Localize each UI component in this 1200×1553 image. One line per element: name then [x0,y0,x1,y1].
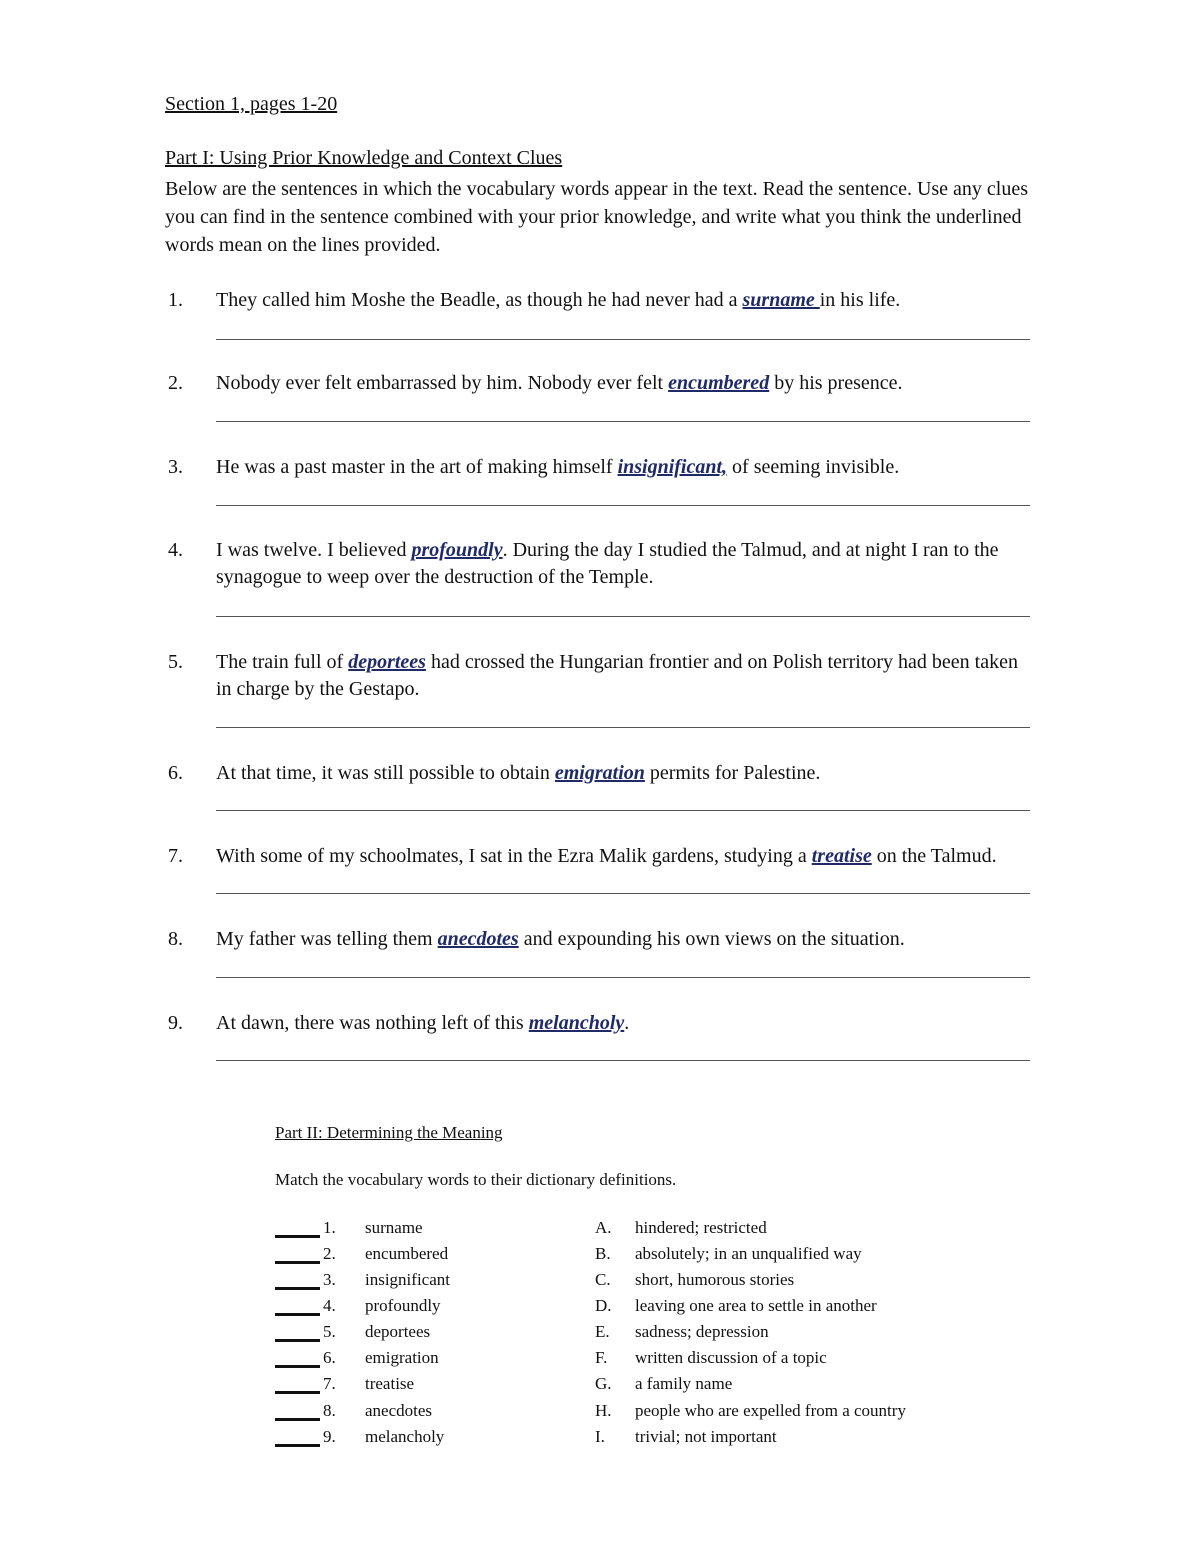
item-sentence: I was twelve. I believed profoundly. During the day I studied the Talmud, and at night I ran to the synagogue to weep over the destruction of the Temple. [216,539,999,588]
answer-line[interactable] [216,505,1030,506]
answer-blank[interactable] [275,1418,320,1421]
vocab-term: encumbered [365,1244,449,1263]
item-sentence: At dawn, there was nothing left of this melancholy. [216,1012,630,1034]
section-title: Section 1, pages 1-20 [165,93,338,115]
match-row [275,1427,975,1453]
part1-instructions: Below are the sentences in which the vocabulary words appear in the text. Read the sentence. Use any clues you can find in the sentence combined with your prior knowledge, and write what you think the underlined words mean on the lines provided. [165,178,1029,256]
definition-letter: D. [595,1296,612,1315]
definition-letter: A. [595,1218,612,1237]
vocab-word: encumbered [668,372,770,394]
vocab-term: deportees [365,1322,431,1341]
answer-line[interactable] [216,1060,1030,1061]
item-sentence: At that time, it was still possible to obtain emigration permits for Palestine. [216,762,821,784]
vocab-word: insignificant, [617,456,728,478]
item-number: 1. [168,289,183,311]
definition-letter: C. [595,1270,611,1289]
item-number: 4. [168,539,183,561]
part2-title: Part II: Determining the Meaning [275,1123,503,1142]
answer-blank[interactable] [275,1235,320,1238]
vocab-word: melancholy [528,1012,625,1034]
definition-letter: B. [595,1244,611,1263]
item-number: 7. [168,845,183,867]
definition-text: sadness; depression [635,1322,769,1341]
item-number: 9. [168,1012,183,1034]
word-number: 5. [323,1322,336,1341]
definition-text: absolutely; in an unqualified way [635,1244,862,1263]
definition-letter: H. [595,1401,612,1420]
vocab-term: profoundly [365,1296,441,1315]
match-row [275,1296,975,1322]
vocab-term: melancholy [365,1427,445,1446]
answer-blank[interactable] [275,1391,320,1394]
definition-letter: E. [595,1322,610,1341]
word-number: 1. [323,1218,336,1237]
definition-letter: F. [595,1348,608,1367]
match-row [275,1401,975,1427]
vocab-word: deportees [348,651,426,673]
answer-blank[interactable] [275,1313,320,1316]
answer-line[interactable] [216,810,1030,811]
item-number: 8. [168,928,183,950]
answer-line[interactable] [216,977,1030,978]
match-row [275,1270,975,1296]
item-number: 5. [168,651,183,673]
answer-line[interactable] [216,339,1030,340]
item-sentence: The train full of deportees had crossed the Hungarian frontier and on Polish territory had been taken in charge by the Gestapo. [216,651,1018,700]
vocab-word: treatise [811,845,872,867]
word-number: 7. [323,1374,336,1393]
match-row [275,1374,975,1400]
word-number: 2. [323,1244,336,1263]
definition-text: written discussion of a topic [635,1348,827,1367]
definition-text: a family name [635,1374,733,1393]
vocab-word: emigration [554,762,645,784]
answer-line[interactable] [216,421,1030,422]
item-number: 3. [168,456,183,478]
definition-text: people who are expelled from a country [635,1401,906,1420]
word-number: 3. [323,1270,336,1289]
vocab-word: surname [742,289,820,311]
match-row [275,1244,975,1270]
word-number: 8. [323,1401,336,1420]
answer-line[interactable] [216,727,1030,728]
answer-blank[interactable] [275,1444,320,1447]
vocab-term: anecdotes [365,1401,433,1420]
item-sentence: Nobody ever felt embarrassed by him. Nobody ever felt encumbered by his presence. [216,372,903,394]
word-number: 9. [323,1427,336,1446]
item-sentence: My father was telling them anecdotes and expounding his own views on the situation. [216,928,905,950]
definition-text: short, humorous stories [635,1270,795,1289]
item-number: 2. [168,372,183,394]
answer-blank[interactable] [275,1339,320,1342]
answer-line[interactable] [216,616,1030,617]
answer-blank[interactable] [275,1261,320,1264]
item-sentence: With some of my schoolmates, I sat in the Ezra Malik gardens, studying a treatise on the Talmud. [216,845,997,867]
vocab-word: anecdotes [437,928,519,950]
match-row [275,1348,975,1374]
word-number: 4. [323,1296,336,1315]
answer-blank[interactable] [275,1365,320,1368]
match-row [275,1218,975,1244]
definition-letter: I. [595,1427,605,1446]
vocab-term: emigration [365,1348,439,1367]
item-sentence: They called him Moshe the Beadle, as though he had never had a surname in his life. [216,289,901,311]
vocab-term: surname [365,1218,423,1237]
definition-text: hindered; restricted [635,1218,767,1237]
answer-blank[interactable] [275,1287,320,1290]
vocab-word: profoundly [411,539,503,561]
part2-instructions: Match the vocabulary words to their dictionary definitions. [275,1170,677,1189]
item-number: 6. [168,762,183,784]
definition-text: trivial; not important [635,1427,777,1446]
vocab-term: treatise [365,1374,415,1393]
match-row [275,1322,975,1348]
part1-title: Part I: Using Prior Knowledge and Context Clues [165,147,563,169]
definition-text: leaving one area to settle in another [635,1296,877,1315]
vocab-term: insignificant [365,1270,450,1289]
definition-letter: G. [595,1374,612,1393]
answer-line[interactable] [216,893,1030,894]
word-number: 6. [323,1348,336,1367]
item-sentence: He was a past master in the art of making himself insignificant, of seeming invisible. [216,456,900,478]
